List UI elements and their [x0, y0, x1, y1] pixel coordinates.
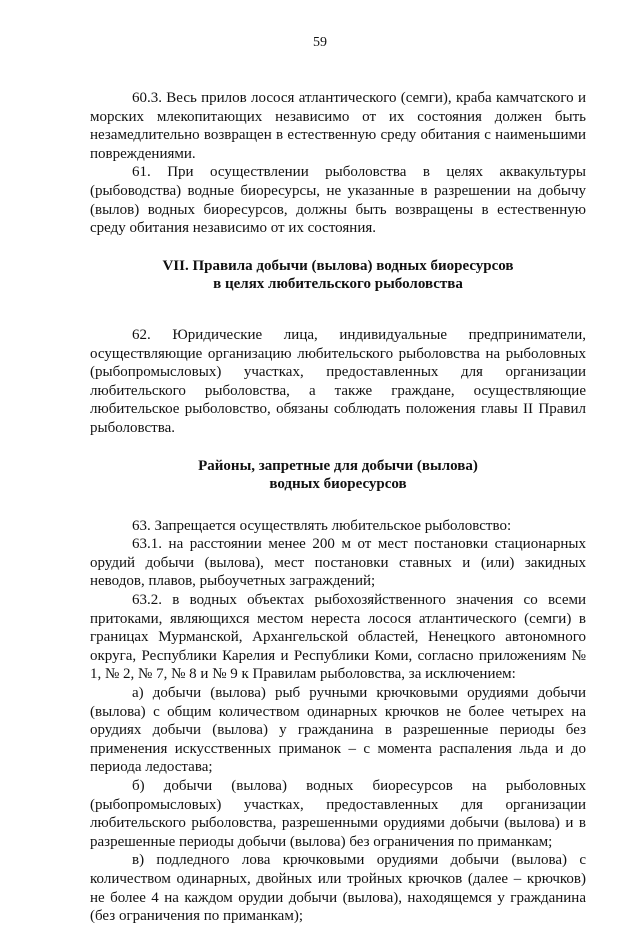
subheading-line2: водных биоресурсов: [269, 476, 407, 493]
document-body: [90, 89, 586, 926]
paragraph-item-a: а) добычи (вылова) рыб ручными крючковыми орудиями добычи (вылова) с общим количеством одинарных крючков не более четырех на орудиях добычи (вылова) у гражданина в разрешенные периоды без применения искусственных приманок – с момента распаления льда и до периода ледостава;: [90, 685, 586, 776]
section-heading-line2: в целях любительского рыболовства: [213, 276, 463, 293]
paragraph-item-v: в) подледного лова крючковыми орудиями добычи (вылова) с количеством одинарных, двойных или тройных крючков (далее – крючков) не более 4 на каждом орудии добычи (вылова), находящемся у гражданина (без ограничения по приманкам);: [90, 852, 586, 925]
paragraph-62: 62. Юридические лица, индивидуальные предприниматели, осуществляющие организацию любительского рыболовства на рыболовных (рыбопромысловых) участках, предоставленных для организации любительского рыболовства, а также граждане, осуществляющие любительское рыболовство, обязаны соблюдать положения главы II Правил рыболовства.: [90, 326, 586, 436]
subheading-line1: Районы, запретные для добычи (вылова): [198, 457, 478, 474]
paragraph-63: 63. Запрещается осуществлять любительское рыболовство:: [132, 517, 512, 534]
paragraph-item-b: б) добычи (вылова) водных биоресурсов на рыболовных (рыбопромысловых) участках, предоставленных для организации любительского рыболовства, разрешенными орудиями добычи (вылова) и в разрешенные периоды добычи (вылова) без ограничения по приманкам;: [90, 778, 586, 850]
section-heading-line1: VII. Правила добычи (вылова) водных биоресурсов: [162, 257, 514, 274]
paragraph-61: 61. При осуществлении рыболовства в целях аквакультуры (рыбоводства) водные биоресурсы, не указанные в разрешении на добычу (вылов) водных биоресурсов, должны быть возвращены в естественную среду обитания независимо от их состояния.: [90, 164, 586, 237]
paragraph-63-1: 63.1. на расстоянии менее 200 м от мест постановки стационарных орудий добычи (вылова), мест постановки ставных и (или) закидных неводов, плавов, рыбоучетных заграждений;: [90, 536, 586, 590]
paragraph-60-3: 60.3. Весь прилов лосося атлантического (семги), краба камчатского и морских млекопитающих независимо от их состояния должен быть незамедлительно возвращен в естественную среду обитания с наименьшими повреждениями.: [90, 90, 586, 162]
page-number: 59: [313, 35, 327, 50]
paragraph-63-2: 63.2. в водных объектах рыбохозяйственного значения со всеми притоками, являющихся местом нереста лосося атлантического (семги) в границах Мурманской, Архангельской областей, Ненецкого автономного округа, Республики Карелия и Республики Коми, согласно приложениям № 1, № 2, № 7, № 8 и № 9 к Правилам рыболовства, за исключением:: [90, 592, 586, 683]
